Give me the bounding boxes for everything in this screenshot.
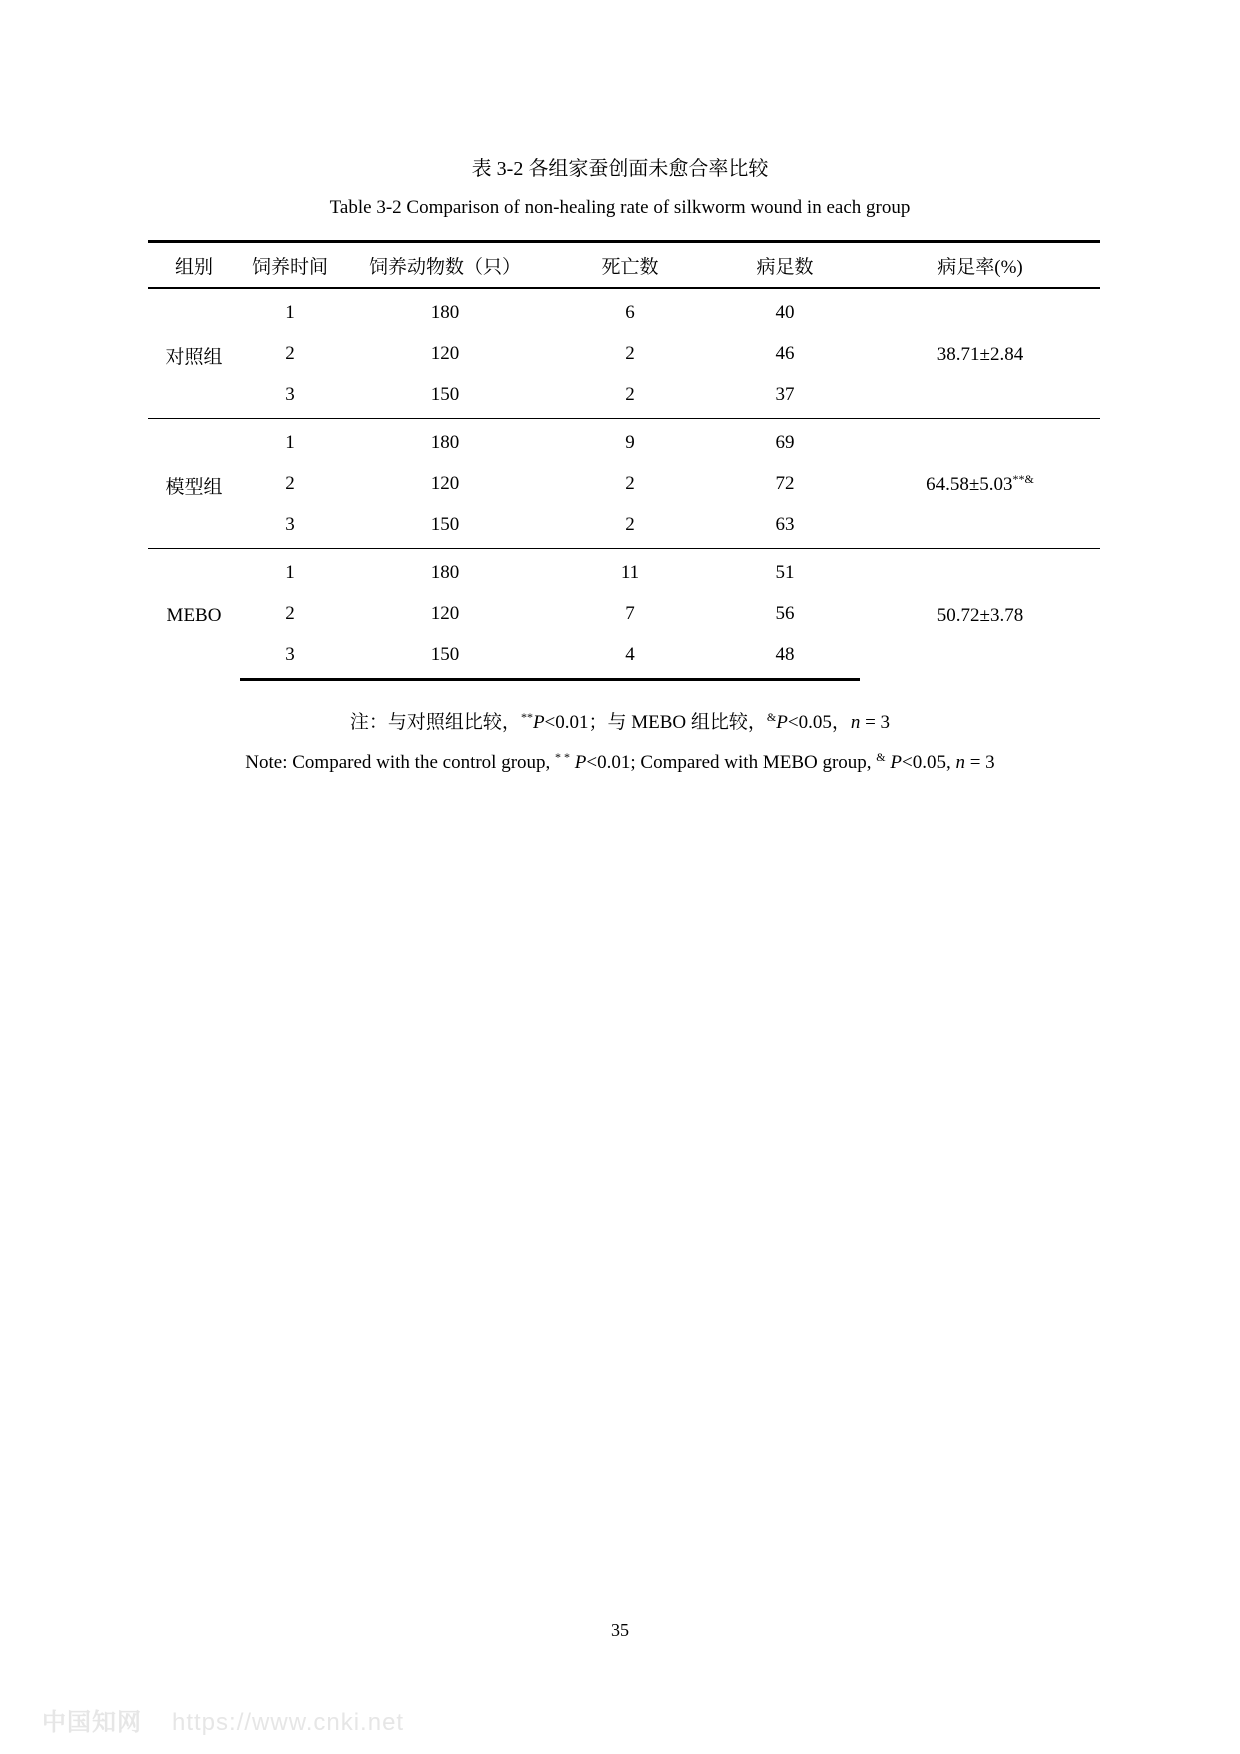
table-row: [148, 288, 1100, 333]
table-row: [148, 419, 1100, 464]
group-control: [148, 288, 1100, 419]
table-header-row: [148, 242, 1100, 289]
header-sick: 病足数: [710, 242, 860, 289]
page-number: 35: [611, 1620, 629, 1640]
note-en-p1: P: [570, 752, 587, 773]
sick-cell: 40: [775, 301, 795, 323]
animals-cell: 150: [430, 383, 460, 405]
rate-cell: [860, 549, 1100, 680]
deaths-cell: 2: [625, 513, 635, 535]
data-table: [148, 240, 1100, 681]
sick-cell: 72: [775, 472, 795, 494]
note-en-sup1: * *: [555, 750, 571, 764]
animals-cell: 180: [340, 419, 550, 464]
sick-cell: 37: [775, 383, 795, 405]
group-name-cell: 对照组: [165, 346, 223, 368]
note-cn-sup2: &: [766, 710, 777, 724]
table-note-cn: [0, 710, 1240, 736]
note-en-n-val: = 3: [964, 752, 995, 773]
time-cell: 3: [240, 634, 340, 680]
table-row: [148, 549, 1100, 594]
header-time: 饲养时间: [240, 242, 340, 289]
animals-cell: 150: [430, 513, 460, 535]
note-cn-p2-val: <0.05，: [787, 712, 851, 733]
sick-cell: 48: [710, 634, 860, 680]
group-model: [148, 419, 1100, 549]
group-name-cell: 模型组: [148, 419, 240, 549]
deaths-cell: 2: [625, 472, 635, 494]
note-en-n: n: [955, 752, 965, 773]
rate-significance: **&: [1012, 472, 1034, 486]
time-cell: 3: [285, 513, 295, 535]
rate-cell: [860, 419, 1100, 549]
time-cell: 2: [285, 342, 295, 364]
table-caption-en: Table 3-2 Comparison of non-healing rate of silkworm wound in each group: [329, 197, 911, 218]
sick-cell: 51: [710, 549, 860, 594]
deaths-cell: 11: [550, 549, 710, 594]
animals-cell: 120: [430, 602, 460, 624]
note-en-p2-val: <0.05,: [902, 752, 956, 773]
time-cell: 1: [240, 549, 340, 594]
header-animals: 饲养动物数（只）: [340, 242, 550, 289]
time-cell: 1: [240, 419, 340, 464]
watermark: [42, 1702, 404, 1737]
rate-cell: [860, 288, 1100, 419]
animals-cell: 120: [430, 472, 460, 494]
header-rate: 病足率(%): [860, 242, 1100, 289]
note-cn-n: n: [850, 712, 861, 733]
group-mebo: [148, 549, 1100, 680]
deaths-cell: 4: [550, 634, 710, 680]
header-group: 组别: [148, 242, 240, 289]
animals-cell: 150: [340, 634, 550, 680]
rate-value: 50.72±3.78: [936, 604, 1024, 626]
rate-value: 64.58±5.03: [926, 474, 1013, 495]
time-cell: 1: [285, 301, 295, 323]
group-name-cell: MEBO: [148, 549, 240, 680]
sick-cell: 69: [710, 419, 860, 464]
table-note-en: [0, 750, 1240, 776]
deaths-cell: 2: [625, 383, 635, 405]
animals-cell: 120: [430, 342, 460, 364]
animals-cell: 180: [430, 301, 460, 323]
note-cn-n-val: = 3: [860, 712, 891, 733]
deaths-cell: 7: [625, 602, 635, 624]
deaths-cell: 2: [625, 342, 635, 364]
sick-cell: 63: [775, 513, 795, 535]
note-en-sup2: &: [876, 750, 886, 764]
watermark-logo: 中国知网: [42, 1709, 142, 1736]
deaths-cell: 6: [625, 301, 635, 323]
header-deaths: 死亡数: [550, 242, 710, 289]
deaths-cell: 9: [550, 419, 710, 464]
sick-cell: 46: [775, 342, 795, 364]
note-cn-p2: P: [776, 712, 788, 733]
rate-value: 38.71±2.84: [936, 344, 1024, 365]
note-en-mid: <0.01; Compared with MEBO group,: [586, 752, 877, 773]
time-cell: 2: [285, 472, 295, 494]
note-cn-sup1: **: [520, 710, 533, 724]
note-cn-prefix: 注：与对照组比较，: [349, 712, 521, 733]
sick-cell: 56: [775, 602, 795, 624]
note-cn-p1: P: [532, 712, 545, 733]
time-cell: 3: [285, 383, 295, 405]
watermark-url: https://www.cnki.net: [172, 1709, 405, 1736]
time-cell: 2: [285, 602, 295, 624]
table-caption-cn: 表 3-2 各组家蚕创面未愈合率比较: [471, 158, 769, 180]
note-en-p2: P: [885, 752, 902, 773]
animals-cell: 180: [340, 549, 550, 594]
note-cn-mid: <0.01；与 MEBO 组比较，: [544, 712, 767, 733]
note-en-prefix: Note: Compared with the control group,: [245, 752, 556, 773]
